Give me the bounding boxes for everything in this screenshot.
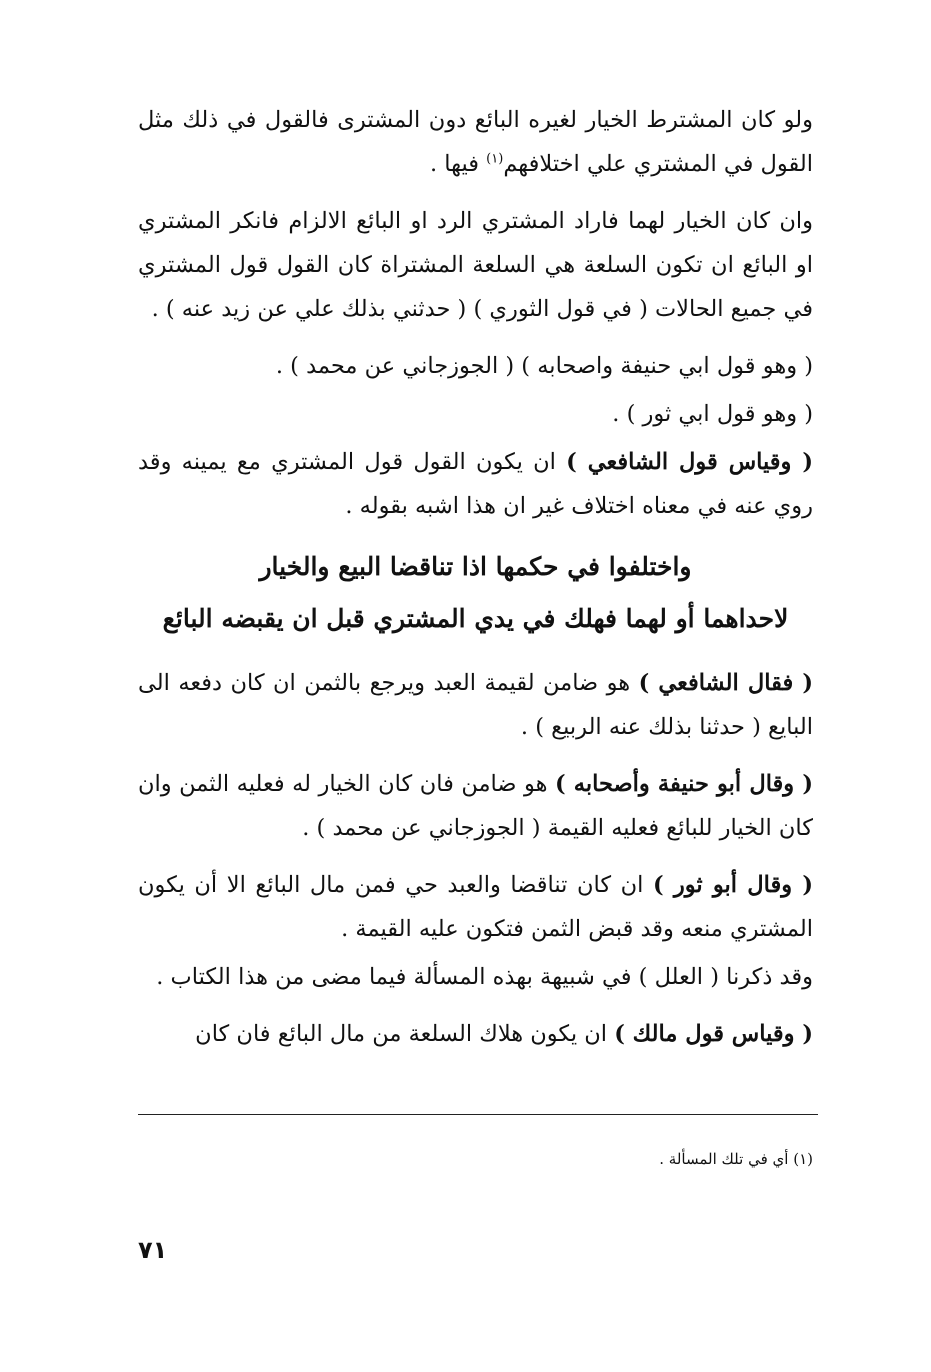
- section-heading: [138, 541, 813, 645]
- paragraph-5-text: ان يكون القول قول المشتري مع يمينه وقد روي عنه في معناه اختلاف غير ان هذا اشبه بقوله .: [138, 449, 813, 519]
- footnote-divider: [138, 1114, 818, 1115]
- paragraph-6-text: هو ضامن لقيمة العبد ويرجع بالثمن ان كان دفعه الى البايع ( حدثنا بذلك عنه الربيع ) .: [138, 670, 813, 740]
- paragraph-1-tail: فيها .: [429, 151, 487, 177]
- page-number: ٧١: [138, 1236, 168, 1264]
- paragraph-5-lead: ( وقياس قول الشافعي ): [566, 449, 813, 475]
- paragraph-7-lead: ( وقال أبو حنيفة وأصحابه ): [554, 771, 813, 797]
- section-heading-line-2: لاحداهما أو لهما فهلك في يدي المشتري قبل ان يقبضه البائع: [162, 604, 789, 633]
- paragraph-10-lead: ( وقياس قول مالك ): [614, 1021, 813, 1047]
- paragraph-7: [138, 762, 813, 850]
- footnote: (١) أي في تلك المسألة .: [659, 1150, 813, 1168]
- paragraph-6: [138, 661, 813, 749]
- section-heading-line-1: واختلفوا في حكمها اذا تناقضا البيع والخيار: [259, 552, 692, 581]
- paragraph-10-text: ان يكون هلاك السلعة من مال البائع فان كان: [195, 1021, 615, 1047]
- paragraph-9: وقد ذكرنا ( العلل ) في شبيهة بهذه المسألة فيما مضى من هذا الكتاب .: [156, 964, 813, 990]
- main-text: [138, 98, 813, 1069]
- paragraph-2: وان كان الخيار لهما فاراد المشتري الرد او البائع الالزام فانكر المشتري او البائع ان تكون السلعة هي السلعة المشتراة كان القول قول المشتري في جميع الحالات ( في قول الثوري ) ( حدثني بذلك علي عن زيد عنه ) .: [138, 208, 813, 322]
- footnote-reference[interactable]: (١): [486, 151, 504, 167]
- paragraph-10: [138, 1012, 813, 1056]
- paragraph-4: ( وهو قول ابي ثور ) .: [612, 401, 813, 427]
- paragraph-7-text: هو ضامن فان كان الخيار له فعليه الثمن وان كان الخيار للبائع فعليه القيمة ( الجوزجاني عن محمد ) .: [138, 771, 813, 841]
- paragraph-1-text: ولو كان المشترط الخيار لغيره البائع دون المشترى فالقول في ذلك مثل القول في المشتري علي اختلافهم: [138, 107, 813, 177]
- paragraph-8: [138, 863, 813, 951]
- paragraph-5: [138, 440, 813, 528]
- paragraph-1: [138, 98, 813, 186]
- paragraph-8-text: ان كان تناقضا والعبد حي فمن مال البائع الا أن يكون المشتري منعه وقد قبض الثمن فتكون عليه القيمة .: [138, 872, 813, 942]
- paragraph-3: ( وهو قول ابي حنيفة واصحابه ) ( الجوزجاني عن محمد ) .: [275, 353, 813, 379]
- paragraph-6-lead: ( فقال الشافعي ): [638, 670, 813, 696]
- paragraph-8-lead: ( وقال أبو ثور ): [653, 872, 813, 898]
